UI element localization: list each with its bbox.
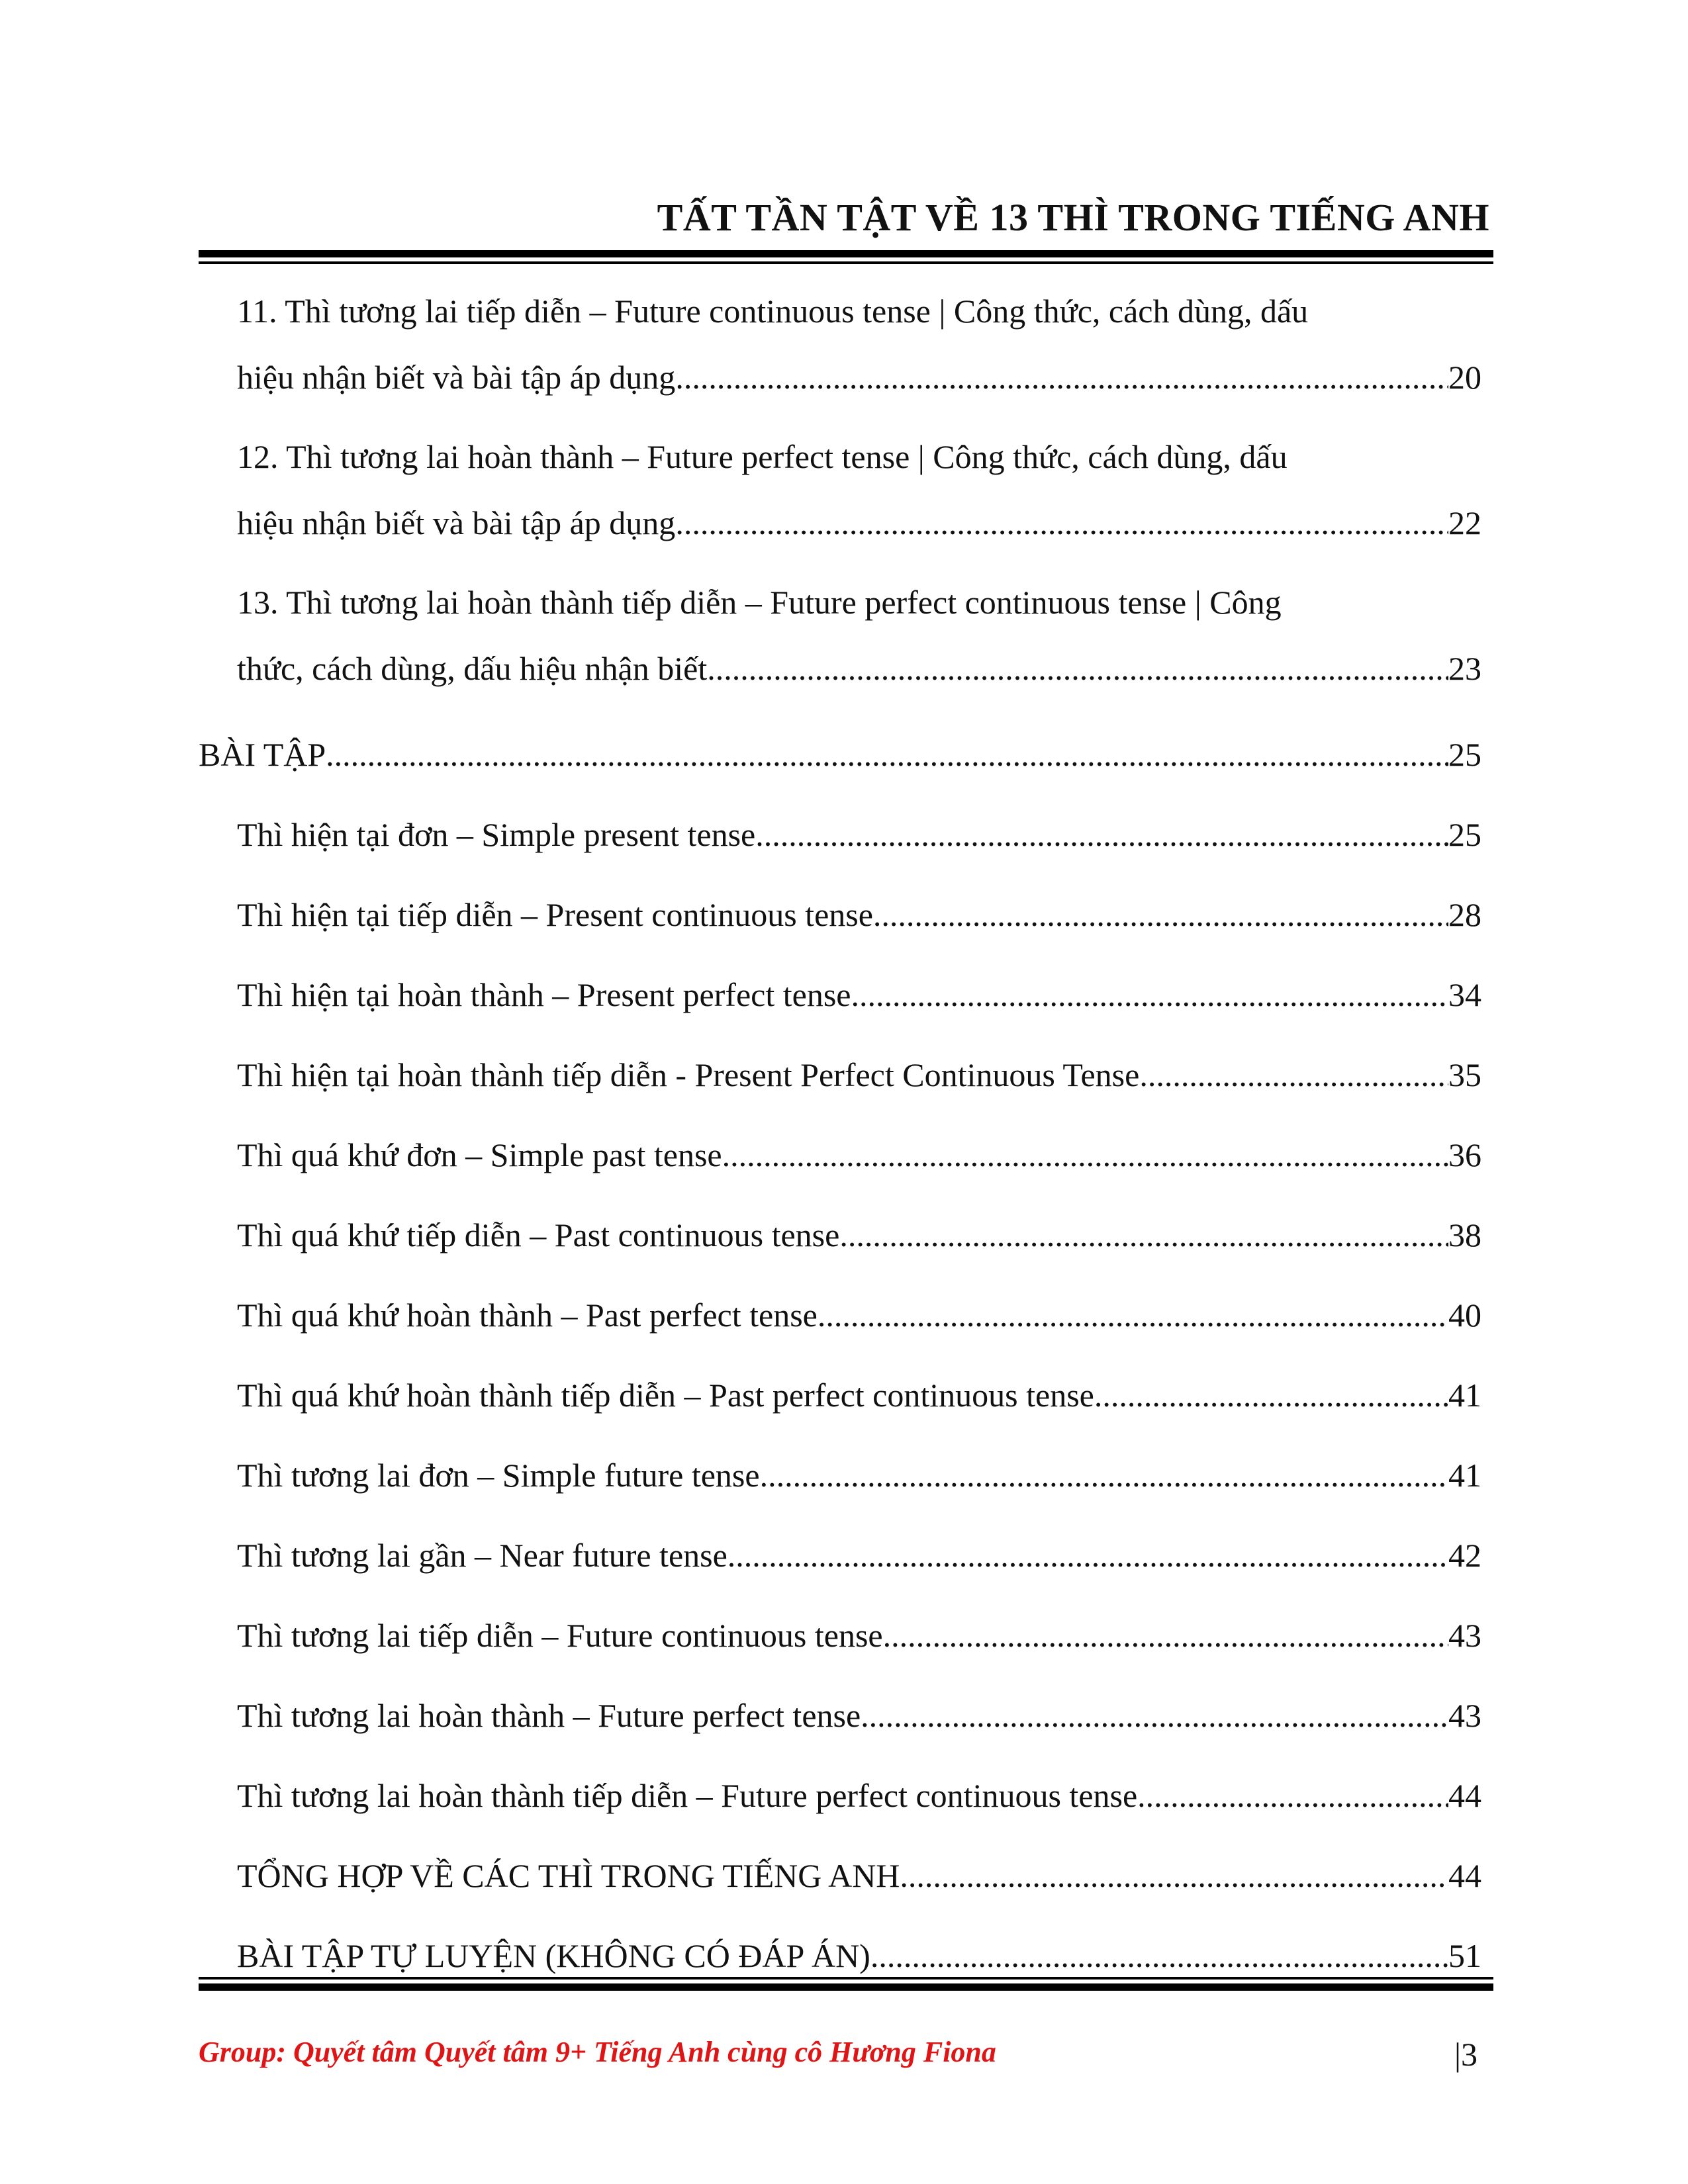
leader-dots: [900, 1836, 1448, 1916]
header-rule-thick: [199, 250, 1493, 257]
toc-entry-title-line2: thức, cách dùng, dấu hiệu nhận biết: [237, 650, 708, 687]
toc-entry[interactable]: [199, 278, 1481, 410]
toc-entry-title: Thì tương lai hoàn thành – Future perfect tense: [237, 1697, 861, 1734]
toc-entry[interactable]: [199, 569, 1481, 702]
toc-entry-title: Thì hiện tại hoàn thành – Present perfect tense: [237, 976, 851, 1013]
leader-dots: [883, 1596, 1448, 1676]
document-title: TẤT TẦN TẬT VỀ 13 THÌ TRONG TIẾNG ANH: [657, 196, 1489, 239]
leader-dots: [851, 955, 1448, 1035]
toc-entry-title: Thì hiện tại đơn – Simple present tense: [237, 816, 756, 853]
toc-page-number: 42: [1448, 1537, 1481, 1574]
toc-entry-title-line1: 12. Thì tương lai hoàn thành – Future perfect tense | Công thức, cách dùng, dấu: [237, 438, 1288, 475]
toc-entry-title-line2: hiệu nhận biết và bài tập áp dụng: [237, 504, 676, 541]
toc-entry-title: Thì tương lai đơn – Simple future tense: [237, 1457, 760, 1494]
toc-page-number: 20: [1448, 359, 1481, 396]
toc-page-number: 44: [1448, 1857, 1481, 1894]
toc-entry-title: Thì quá khứ đơn – Simple past tense: [237, 1136, 722, 1173]
toc-entry-title: BÀI TẬP TỰ LUYỆN (KHÔNG CÓ ĐÁP ÁN): [237, 1937, 870, 1974]
leader-dots: [760, 1435, 1448, 1516]
toc-entry[interactable]: [199, 1676, 1481, 1756]
leader-dots: [818, 1275, 1448, 1355]
toc-entry-title: Thì quá khứ hoàn thành – Past perfect tense: [237, 1297, 818, 1334]
toc-page-number: 51: [1448, 1937, 1481, 1974]
toc-page-number: 41: [1448, 1457, 1481, 1494]
leader-dots: [839, 1195, 1448, 1275]
toc-entry[interactable]: [199, 1355, 1481, 1435]
toc-entry[interactable]: [199, 875, 1481, 955]
toc-entry-title: Thì quá khứ tiếp diễn – Past continuous tense: [237, 1216, 840, 1253]
toc-entry[interactable]: [199, 1596, 1481, 1676]
leader-dots: [1137, 1756, 1448, 1836]
toc-entry-title: Thì tương lai tiếp diễn – Future continuous tense: [237, 1617, 883, 1654]
toc-page-number: 22: [1448, 504, 1481, 541]
toc-page-number: 34: [1448, 976, 1481, 1013]
toc-entry-title: Thì tương lai gần – Near future tense: [237, 1537, 727, 1574]
leader-dots: [1094, 1355, 1448, 1435]
toc-page-number: 38: [1448, 1216, 1481, 1253]
toc-page-number: 41: [1448, 1377, 1481, 1414]
toc-entry[interactable]: [199, 1115, 1481, 1195]
toc-page-number: 40: [1448, 1297, 1481, 1334]
toc-entry[interactable]: [199, 1836, 1481, 1916]
toc-page-number: 43: [1448, 1617, 1481, 1654]
leader-dots: [1139, 1035, 1448, 1115]
header-rule-thin: [199, 261, 1493, 264]
leader-dots: [675, 490, 1448, 556]
toc-entry-title: TỔNG HỢP VỀ CÁC THÌ TRONG TIẾNG ANH: [237, 1857, 900, 1894]
toc-entry[interactable]: [199, 424, 1481, 556]
footer-rule-thin: [199, 1977, 1493, 1979]
leader-dots: [707, 635, 1448, 702]
toc-page-number: 28: [1448, 896, 1481, 933]
toc-entry-title-line2: hiệu nhận biết và bài tập áp dụng: [237, 359, 676, 396]
toc-section-title: BÀI TẬP: [199, 736, 326, 773]
footer-page-number: |3: [1454, 2036, 1477, 2073]
toc-entry-title: Thì hiện tại tiếp diễn – Present continuous tense: [237, 896, 873, 933]
leader-dots: [727, 1516, 1448, 1596]
toc-entry[interactable]: [199, 1756, 1481, 1836]
toc-entry[interactable]: [199, 1516, 1481, 1596]
footer-group-text: Group: Quyết tâm Quyết tâm 9+ Tiếng Anh cùng cô Hương Fiona: [199, 2036, 996, 2068]
toc-entry-title: Thì hiện tại hoàn thành tiếp diễn - Present Perfect Continuous Tense: [237, 1056, 1140, 1093]
toc-section-bai-tap[interactable]: [199, 715, 1481, 795]
toc-page-number: 25: [1448, 816, 1481, 853]
toc-page-number: 25: [1448, 736, 1481, 773]
toc-entry[interactable]: [199, 1035, 1481, 1115]
leader-dots: [722, 1115, 1448, 1195]
toc-entry[interactable]: [199, 1435, 1481, 1516]
toc-entry[interactable]: [199, 1195, 1481, 1275]
toc-page-number: 43: [1448, 1697, 1481, 1734]
footer-rule-thick: [199, 1983, 1493, 1991]
toc-page-number: 23: [1448, 650, 1481, 687]
toc-entry-title-line1: 11. Thì tương lai tiếp diễn – Future continuous tense | Công thức, cách dùng, dấu: [237, 293, 1309, 330]
table-of-contents: [199, 278, 1481, 1996]
toc-entry-title: Thì tương lai hoàn thành tiếp diễn – Future perfect continuous tense: [237, 1777, 1138, 1814]
leader-dots: [675, 344, 1448, 410]
toc-page-number: 35: [1448, 1056, 1481, 1093]
toc-entry[interactable]: [199, 1275, 1481, 1355]
toc-entry[interactable]: [199, 795, 1481, 875]
leader-dots: [861, 1676, 1448, 1756]
toc-entry[interactable]: [199, 955, 1481, 1035]
leader-dots: [326, 715, 1448, 795]
toc-entry-title: Thì quá khứ hoàn thành tiếp diễn – Past perfect continuous tense: [237, 1377, 1094, 1414]
toc-entry-title-line1: 13. Thì tương lai hoàn thành tiếp diễn – Future perfect continuous tense | Công: [237, 584, 1282, 621]
leader-dots: [755, 795, 1448, 875]
leader-dots: [873, 875, 1448, 955]
toc-page-number: 44: [1448, 1777, 1481, 1814]
toc-page-number: 36: [1448, 1136, 1481, 1173]
